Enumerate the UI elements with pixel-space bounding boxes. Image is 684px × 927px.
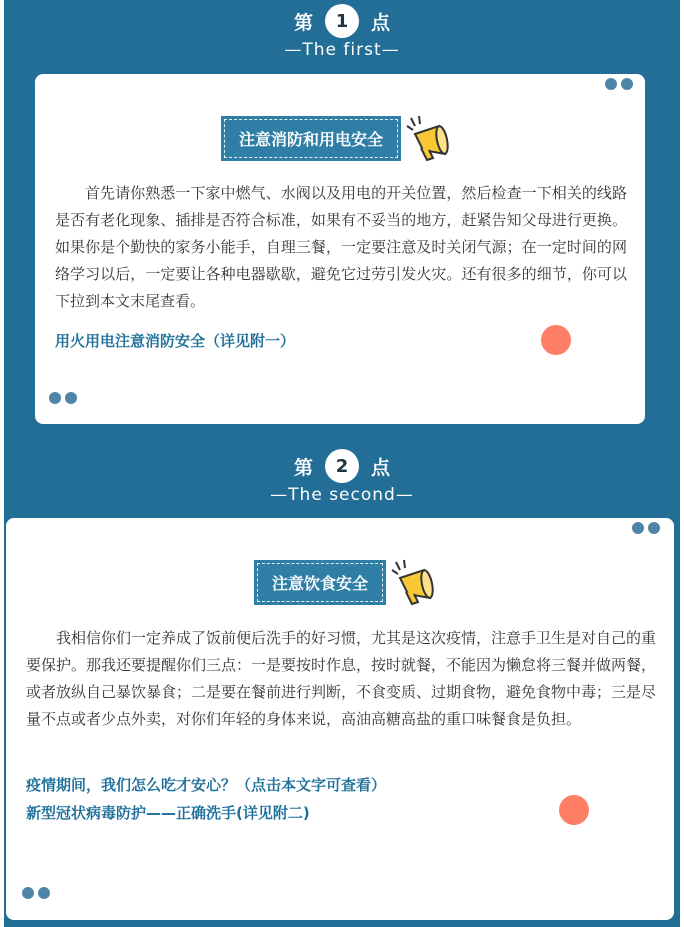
section-2-tag-group [254, 560, 438, 608]
section-2-heading [4, 449, 680, 505]
section-1-suffix: 点 [371, 11, 391, 34]
section-1-heading [4, 4, 680, 60]
section-1-prefix: 第 [293, 11, 313, 34]
section-2-subtitle: —The second— [270, 485, 414, 505]
megaphone-icon [390, 558, 438, 608]
decorative-orange-circle [559, 795, 589, 825]
card-dots-bottom-left [22, 887, 50, 899]
card-dots-top-right [632, 522, 660, 534]
section-2-suffix: 点 [371, 456, 391, 479]
section-1-card [35, 74, 645, 424]
section-2-tag: 注意饮食安全 [254, 560, 386, 605]
section-2-card [6, 518, 674, 920]
section-1-subtitle: —The first— [284, 40, 400, 60]
section-1-tag: 注意消防和用电安全 [221, 116, 401, 161]
section-2-body: 我相信你们一定养成了饭前便后洗手的好习惯，尤其是这次疫情，注意手卫生是对自己的重要保护。那我还要提醒你们三点：一是要按时作息，按时就餐，不能因为懒怠将三餐并做两餐，或者放纵自己暴饮暴食；二是要在餐前进行判断，不食变质、过期食物，避免食物中毒；三是尽量不点或者少点外卖，对你们年轻的身体来说，高油高糖高盐的重口味餐食是负担。 [26, 629, 657, 728]
section-2-prefix: 第 [293, 456, 313, 479]
section-1-link-1[interactable]: 用火用电注意消防安全（详见附一） [55, 332, 296, 350]
decorative-orange-circle [541, 325, 571, 355]
section-2-link-2[interactable]: 新型冠状病毒防护——正确洗手(详见附二) [26, 804, 310, 822]
section-1-body: 首先请你熟悉一下家中燃气、水阀以及用电的开关位置，然后检查一下相关的线路是否有老化现象、插排是否符合标准，如果有不妥当的地方，赶紧告知父母进行更换。如果你是个勤快的家务小能手，自理三餐，一定要注意及时关闭气源；在一定时间的网络学习以后，一定要让各种电器歇歇，避免它过劳引发火灾。还有很多的细节，你可以下拉到本文末尾查看。 [55, 184, 627, 310]
megaphone-icon [405, 114, 453, 164]
card-dots-bottom-left [49, 392, 77, 404]
section-1-tag-group [221, 116, 453, 164]
section-2-link-1[interactable]: 疫情期间，我们怎么吃才安心？（点击本文字可查看） [26, 776, 387, 794]
section-2-number-badge: 2 [325, 449, 359, 483]
section-1-number-badge: 1 [325, 4, 359, 38]
card-dots-top-right [605, 78, 633, 90]
